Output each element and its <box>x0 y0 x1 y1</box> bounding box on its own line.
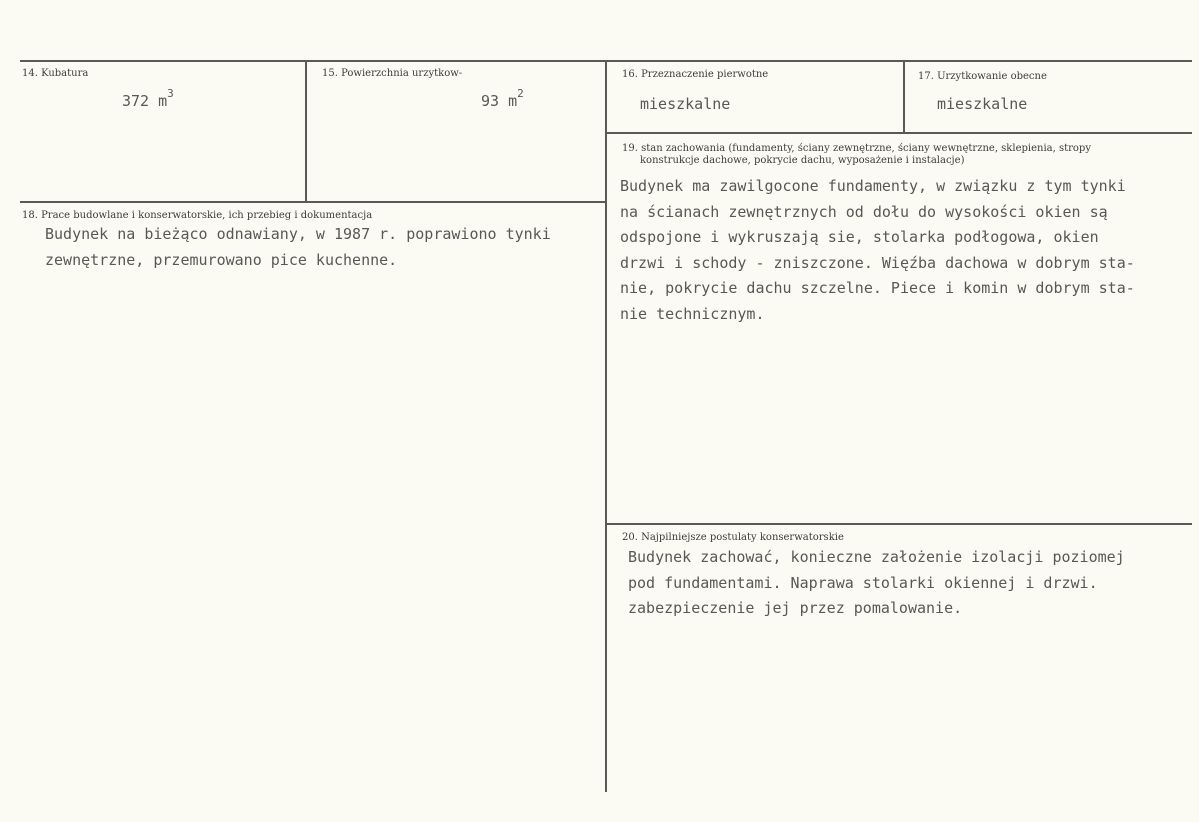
powierzchnia-value: 93 $m^2$ <box>481 87 524 110</box>
kubatura-label: 14. Kubatura <box>22 68 89 79</box>
rule-above-20 <box>606 523 1192 525</box>
text-line: nie, pokrycie dachu szczelne. Piece i komin w dobrym sta- <box>620 279 1135 297</box>
przeznaczenie-value: mieszkalne <box>640 95 731 113</box>
text-line: Budynek na bieżąco odnawiany, w 1987 r. poprawiono tynki <box>45 225 551 243</box>
postulaty-text <box>628 545 1125 622</box>
text-line: na ścianach zewnętrznych od dołu do wysokości okien są <box>620 202 1108 221</box>
kubatura-value: 372 $m^3$ <box>122 87 174 110</box>
text-line: drzwi i schody - zniszczone. Więźba dachowa w dobrym sta- <box>620 253 1135 272</box>
text-line: pod fundamentami. Naprawa stolarki okiennej i drzwi. <box>628 573 1098 592</box>
prace-budowlane-label: 18. Prace budowlane i konserwatorskie, ich przebieg i dokumentacja <box>22 210 373 221</box>
stan-zachowania-label-1: 19. stan zachowania (fundamenty, ściany zewnętrzne, ściany wewnętrzne, sklepienia, stropy <box>622 143 1091 154</box>
text-line: nie technicznym. <box>620 304 765 323</box>
text-line: zabezpieczenie jej przez pomalowanie. <box>628 599 963 617</box>
przeznaczenie-label: 16. Przeznaczenie pierwotne <box>622 69 769 80</box>
prace-budowlane-text <box>45 222 551 273</box>
rule-under-16-17 <box>606 132 1192 134</box>
center-divider <box>605 61 607 792</box>
text-line: Budynek ma zawilgocone fundamenty, w związku z tym tynki <box>620 177 1126 195</box>
rule-under-14-15 <box>20 201 606 203</box>
divider-16-17 <box>903 61 905 133</box>
text-line: Budynek zachować, konieczne założenie izolacji poziomej <box>628 548 1125 566</box>
stan-zachowania-label-2: konstrukcje dachowe, pokrycie dachu, wyposażenie i instalacje) <box>640 155 965 166</box>
text-line: zewnętrzne, przemurowano pice kuchenne. <box>45 250 398 269</box>
uzytkowanie-label: 17. Urzytkowanie obecne <box>918 71 1047 82</box>
postulaty-label: 20. Najpilniejsze postulaty konserwatorskie <box>622 532 844 543</box>
stan-zachowania-text <box>620 174 1135 327</box>
powierzchnia-label: 15. Powierzchnia urzytkow- <box>322 68 463 79</box>
text-line: odspojone i wykruszają sie, stolarka podłogowa, okien <box>620 228 1099 246</box>
uzytkowanie-value: mieszkalne <box>937 95 1028 113</box>
divider-14-15 <box>305 61 307 202</box>
